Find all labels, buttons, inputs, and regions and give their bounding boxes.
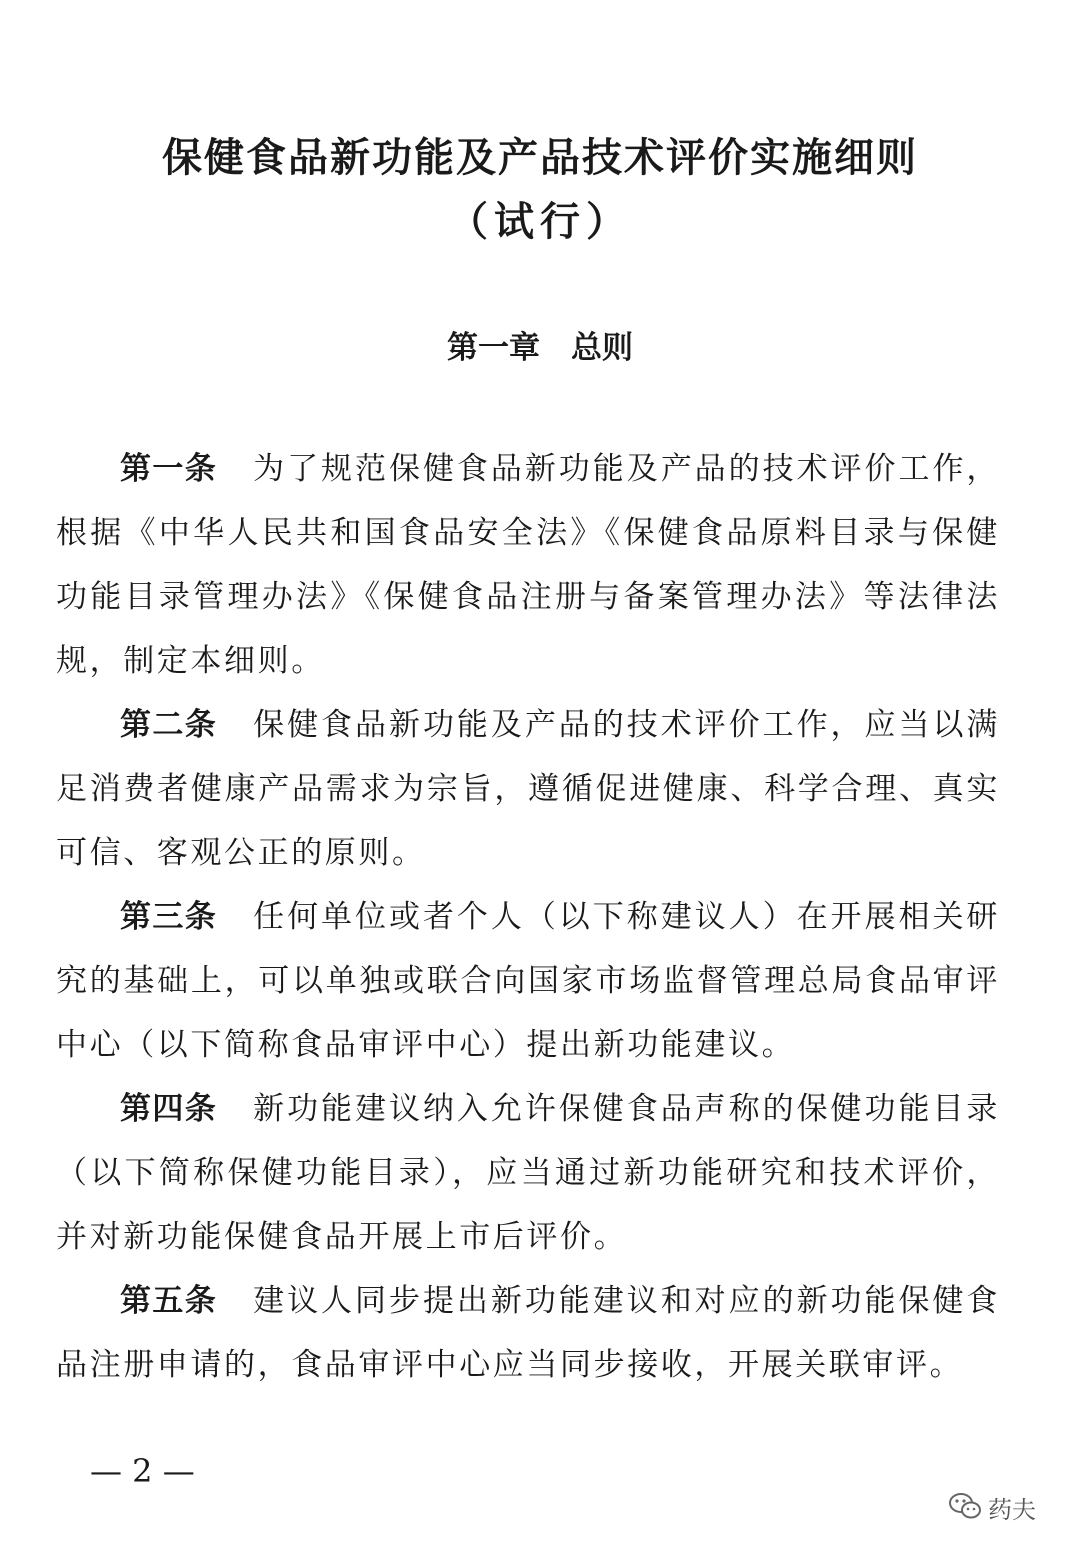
article-label: 第四条: [120, 1091, 218, 1127]
article-4: [56, 1077, 1000, 1269]
article-label: 第一条: [120, 451, 218, 487]
watermark: [948, 1490, 1036, 1525]
article-1: [56, 437, 1000, 693]
article-label: 第二条: [120, 707, 218, 743]
chapter-heading: 第一章 总则: [447, 330, 633, 366]
article-2: [56, 693, 1000, 885]
document-title: 保健食品新功能及产品技术评价实施细则: [162, 135, 918, 181]
article-text: 任何单位或者个人（以下称建议人）在开展相关研究的基础上，可以单独或联合向国家市场监督管理总局食品审评中心（以下简称食品审评中心）提出新功能建议。: [56, 899, 1001, 1063]
article-5: [56, 1269, 1000, 1397]
article-label: 第五条: [120, 1283, 218, 1319]
article-text: 新功能建议纳入允许保健食品声称的保健功能目录（以下简称保健功能目录），应当通过新功能研究和技术评价，并对新功能保健食品开展上市后评价。: [56, 1091, 1001, 1255]
article-label: 第三条: [120, 899, 218, 935]
document-subtitle: （试行）: [448, 199, 632, 245]
article-text: 为了规范保健食品新功能及产品的技术评价工作，根据《中华人民共和国食品安全法》《保健食品原料目录与保健功能目录管理办法》《保健食品注册与备案管理办法》等法律法规，制定本细则。: [56, 451, 1001, 679]
article-text: 建议人同步提出新功能建议和对应的新功能保健食品注册申请的，食品审评中心应当同步接收，开展关联审评。: [56, 1283, 1001, 1383]
wechat-icon: [948, 1492, 982, 1524]
article-3: [56, 885, 1000, 1077]
article-text: 保健食品新功能及产品的技术评价工作，应当以满足消费者健康产品需求为宗旨，遵循促进健康、科学合理、真实可信、客观公正的原则。: [56, 707, 1001, 871]
watermark-text: 药夫: [988, 1496, 1036, 1524]
page-number: — 2 —: [90, 1452, 195, 1490]
article-list: [56, 437, 1000, 1397]
